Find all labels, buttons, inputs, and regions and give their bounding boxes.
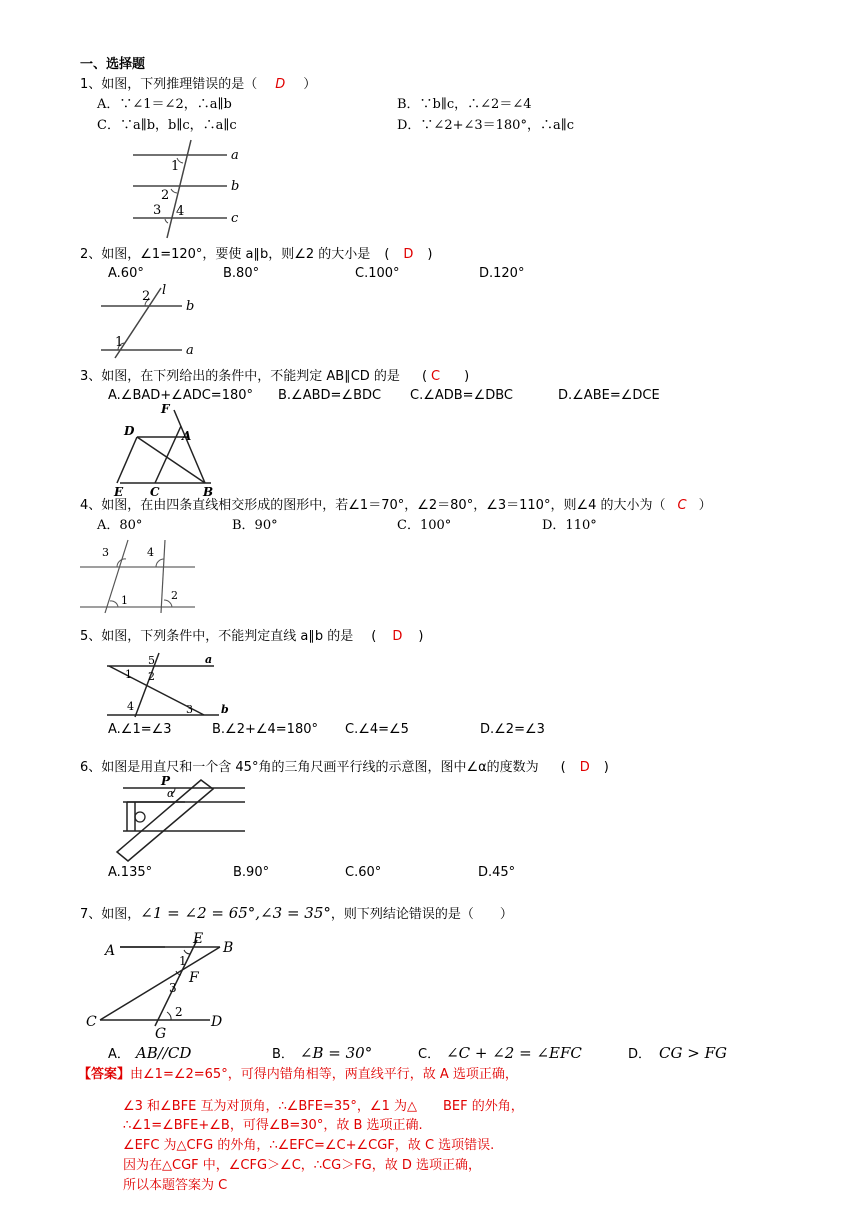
question-1-stem: 1、如图，下列推理错误的是（ D ） — [80, 77, 317, 92]
q3-label-B: B — [203, 485, 214, 499]
q7-label-D: D — [211, 1014, 223, 1030]
q6-label-alpha: α — [167, 787, 175, 800]
q1-option-d: D．∵∠2+∠3＝180°，∴a∥c — [397, 118, 574, 133]
q1-label-2: 2 — [161, 188, 170, 203]
question-4-stem: 4、如图，在由四条直线相交形成的图形中，若∠1＝70°，∠2＝80°，∠3＝110°，则∠4 的大小为（ C ） — [80, 498, 712, 513]
question-2-stem: 2、如图，∠1=120°，要使 a∥b，则∠2 的大小是 ( D ) — [80, 247, 433, 262]
q1-label-b: b — [231, 179, 240, 194]
q7-option-a: A． AB//CD — [108, 1044, 192, 1062]
answer-explanation-line-4: ∠EFC 为△CFG 的外角，∴∠EFC=∠C+∠CGF，故 C 选项错误. — [123, 1138, 495, 1153]
q3-option-b: B.∠ABD=∠BDC — [278, 388, 382, 403]
q1-option-a: A．∵∠1＝∠2，∴a∥b — [97, 97, 232, 112]
q4-label-4: 4 — [147, 546, 154, 559]
q3-label-F: F — [161, 402, 170, 416]
q7-label-2: 2 — [175, 1005, 183, 1019]
q2-label-a: a — [186, 343, 194, 358]
q5-option-c: C.∠4=∠5 — [345, 722, 409, 737]
q4-option-b: B．90° — [232, 518, 278, 533]
q6-option-a: A.135° — [108, 865, 153, 880]
q3-label-E: E — [114, 485, 124, 499]
q2-label-1: 1 — [115, 335, 124, 350]
q7-option-d: D． CG > FG — [628, 1044, 727, 1062]
q4-label-2: 2 — [171, 589, 178, 602]
q6-option-b: B.90° — [233, 865, 270, 880]
q5-label-1: 1 — [125, 668, 132, 681]
q3-label-A: A — [182, 429, 192, 443]
q2-option-b: B.80° — [223, 266, 260, 281]
question-6-stem: 6、如图是用直尺和一个含 45°角的三角尺画平行线的示意图，图中∠α的度数为 ( D ) — [80, 760, 609, 775]
question-3-stem: 3、如图，在下列给出的条件中，不能判定 AB∥CD 的是 ( C ) — [80, 369, 470, 384]
answer-explanation-line-6: 所以本题答案为 C — [123, 1178, 228, 1193]
q3-option-c: C.∠ADB=∠DBC — [410, 388, 514, 403]
section-title: 一、选择题 — [80, 57, 146, 72]
q7-label-3: 3 — [169, 981, 177, 995]
q5-label-2: 2 — [148, 670, 155, 683]
q1-label-1: 1 — [171, 159, 180, 174]
q6-figure — [115, 775, 250, 865]
answer-4: C — [677, 498, 687, 513]
q2-option-d: D.120° — [479, 266, 525, 281]
q5-option-a: A.∠1=∠3 — [108, 722, 172, 737]
q7-label-G: G — [155, 1026, 167, 1042]
answer-explanation-line-1: 【答案】由∠1=∠2=65°，可得内错角相等，两直线平行，故 A 选项正确， — [78, 1067, 518, 1082]
question-7-stem: 7、如图，∠1 = ∠2 = 65°,∠3 = 35°，则下列结论错误的是（ ） — [80, 904, 513, 922]
q6-option-c: C.60° — [345, 865, 382, 880]
q4-option-c: C．100° — [397, 518, 452, 533]
q7-label-F: F — [189, 970, 199, 986]
q6-option-d: D.45° — [478, 865, 516, 880]
q5-label-b: b — [221, 703, 229, 716]
q3-figure — [112, 402, 222, 498]
answer-5: D — [392, 629, 403, 644]
answer-3: C — [431, 369, 441, 384]
q2-label-b: b — [186, 299, 195, 314]
q4-figure — [75, 537, 205, 617]
q5-figure — [105, 651, 240, 723]
q5-option-b: B.∠2+∠4=180° — [212, 722, 318, 737]
answer-1: D — [275, 77, 286, 92]
q1-option-c: C．∵a∥b，b∥c，∴a∥c — [97, 118, 237, 133]
question-5-stem: 5、如图，下列条件中，不能判定直线 a∥b 的是 ( D ) — [80, 629, 424, 644]
q1-label-4: 4 — [176, 204, 185, 219]
q7-label-1: 1 — [179, 954, 187, 968]
q1-label-c: c — [231, 211, 239, 226]
q3-option-d: D.∠ABE=∠DCE — [558, 388, 660, 403]
q4-label-3: 3 — [102, 546, 109, 559]
q5-label-a: a — [205, 653, 213, 666]
q5-label-3: 3 — [186, 703, 193, 716]
q7-option-b: B． ∠B = 30° — [272, 1044, 373, 1062]
q1-label-a: a — [231, 148, 239, 163]
q1-label-3: 3 — [153, 203, 162, 218]
q5-label-4: 4 — [127, 700, 134, 713]
answer-2: D — [403, 247, 414, 262]
q7-label-B: B — [223, 940, 234, 956]
answer-explanation-line-2: ∠3 和∠BFE 互为对顶角，∴∠BFE=35°，∠1 为△ BEF 的外角， — [123, 1099, 524, 1114]
q7-figure — [85, 930, 235, 1040]
answer-explanation-line-5: 因为在△CGF 中，∠CFG＞∠C，∴CG＞FG，故 D 选项正确， — [123, 1158, 482, 1173]
q3-label-C: C — [150, 485, 160, 499]
q2-label-2: 2 — [142, 289, 151, 304]
q7-option-c: C． ∠C + ∠2 = ∠EFC — [418, 1044, 582, 1062]
q1-figure — [125, 140, 255, 240]
q7-label-A: A — [105, 943, 116, 959]
q3-option-a: A.∠BAD+∠ADC=180° — [108, 388, 254, 403]
q6-label-P: P — [161, 774, 171, 788]
q2-option-a: A.60° — [108, 266, 144, 281]
q4-option-a: A．80° — [97, 518, 143, 533]
q1-option-b: B．∵b∥c，∴∠2＝∠4 — [397, 97, 532, 112]
q3-label-D: D — [124, 424, 135, 438]
answer-6: D — [579, 760, 590, 775]
q4-label-1: 1 — [121, 594, 128, 607]
q2-label-l: l — [162, 283, 167, 298]
answer-explanation-line-3: ∴∠1=∠BFE+∠B，可得∠B=30°，故 B 选项正确. — [123, 1118, 423, 1133]
q7-label-C: C — [86, 1014, 97, 1030]
q2-figure — [98, 284, 208, 364]
q5-option-d: D.∠2=∠3 — [480, 722, 545, 737]
q2-option-c: C.100° — [355, 266, 400, 281]
q5-label-5: 5 — [148, 654, 155, 667]
q4-option-d: D．110° — [542, 518, 597, 533]
q7-label-E: E — [193, 931, 204, 947]
